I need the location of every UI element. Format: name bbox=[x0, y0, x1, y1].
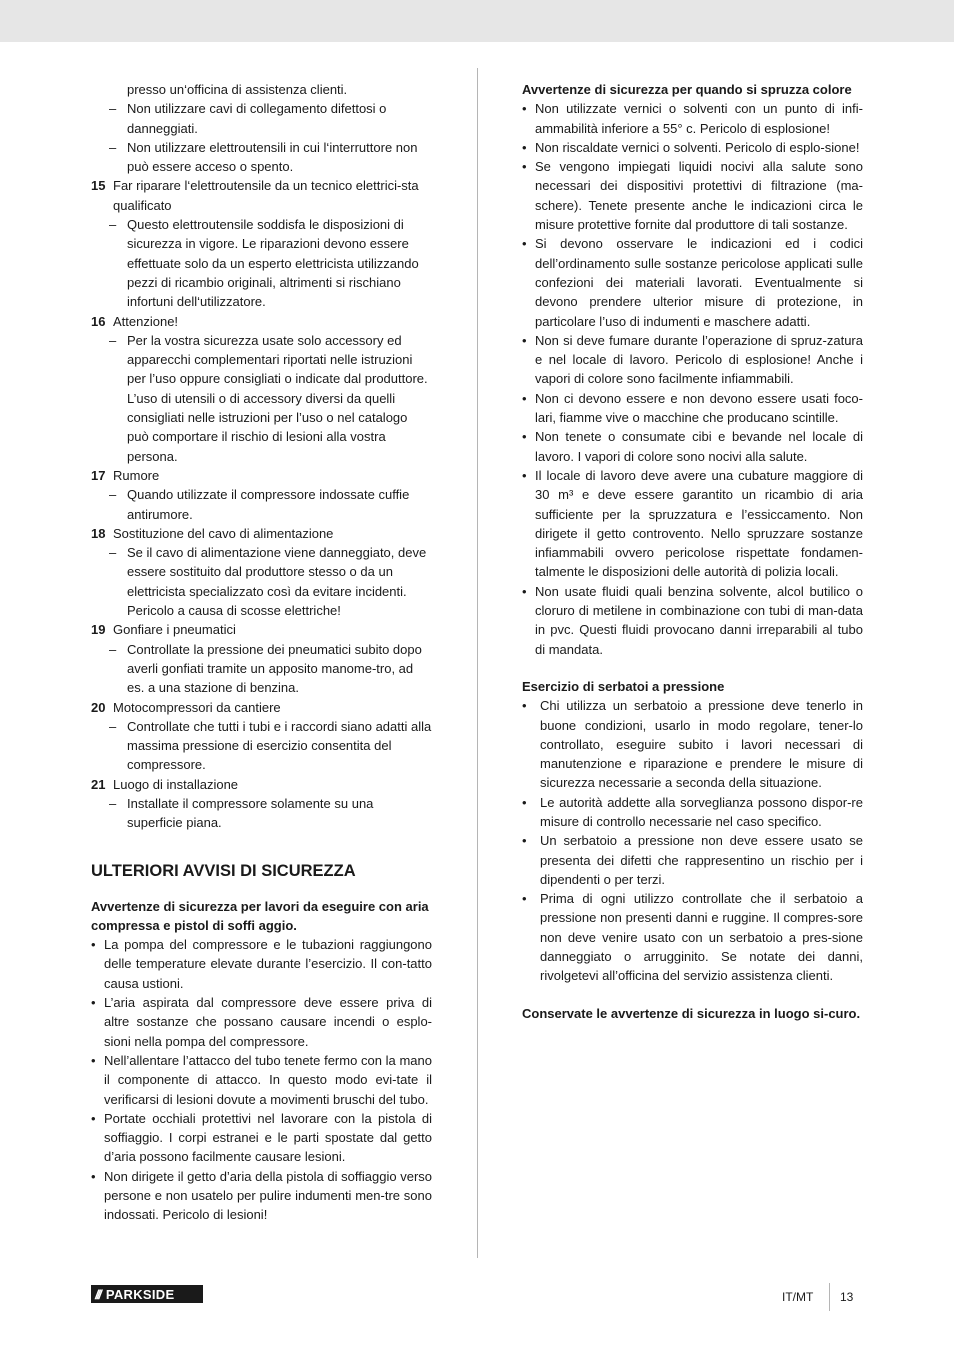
bullet-item: • Se vengono impiegati liquidi nocivi alla salute sono necessari dei dispositivi protettivi di filtrazione (ma-schere). Tenete presente anche le indicazioni circa le misure protettive fornite dal produttore di tali sostanze. bbox=[522, 157, 863, 234]
bullet-item: • Prima di ogni utilizzo controllate che il serbatoio a pressione non presenti danni e ruggine. Il compres-sore non deve venire usato con un serbatoio a pres-sione danneggiato o arrugginito. Se notate dei danni, rivolgetevi all’officina del servizio assistenza clienti. bbox=[522, 889, 863, 985]
left-column bbox=[91, 80, 432, 1225]
header-band bbox=[0, 0, 954, 42]
dash-item: – Questo elettroutensile soddisfa le disposizioni di sicurezza in vigore. Le riparazioni devono essere effettuate solo da un esperto elettricista utilizzando pezzi di ricambio originali, altrimenti si rischiano infortuni dell‘utilizzatore. bbox=[91, 215, 432, 311]
bullet-item: • Non riscaldate vernici o solventi. Pericolo di esplo-sione! bbox=[522, 138, 863, 157]
item-number: 21 bbox=[91, 776, 106, 792]
dash-item: – Controllate la pressione dei pneumatici subito dopo averli gonfiati tramite un apposito manome-tro, ad es. a una stazione di benzina. bbox=[91, 640, 432, 698]
continuation-line: presso un‘officina di assistenza clienti. bbox=[127, 82, 348, 97]
bullet-item: • Non usate fluidi quali benzina solvente, alcol butilico o cloruro di metilene in combinazione con tubi di man-data in pvc. Questi fluidi provocano danni irreparabili al tubo di mandata. bbox=[522, 582, 863, 659]
logo-stripes-icon: /// bbox=[95, 1286, 100, 1302]
bullet-item: • Nell’allentare l’attacco del tubo tenete fermo con la mano il componente di attacco. In questo modo evi-tate il verificarsi di lesioni dovute a movimenti bruschi del tubo. bbox=[91, 1051, 432, 1109]
language-code: IT/MT bbox=[782, 1290, 814, 1304]
bullet-item: • Chi utilizza un serbatoio a pressione deve tenerlo in buone condizioni, usarlo in modo regolare, tener-lo controllato, eseguire subito i lavori necessari di manutenzione e riparazione e prendere le misure di sicurezza necessarie a seconda della situazione. bbox=[522, 696, 863, 792]
sub-heading: Avvertenze di sicurezza per lavori da eseguire con aria compressa e pistol di soffi aggio. bbox=[91, 898, 429, 933]
dash-item: – Non utilizzare cavi di collegamento difettosi o danneggiati. bbox=[91, 99, 432, 138]
item-title: Sostituzione del cavo di alimentazione bbox=[113, 525, 334, 541]
item-title: Far riparare l‘elettroutensile da un tecnico elettrici-sta qualificato bbox=[113, 178, 419, 213]
item-number: 17 bbox=[91, 467, 106, 483]
right-column bbox=[522, 80, 863, 1023]
bullet-item: • Non tenete o consumate cibi e bevande nel locale di lavoro. I vapori di colore sono nocivi alla salute. bbox=[522, 427, 863, 466]
item-title: Attenzione! bbox=[113, 313, 179, 329]
column-divider bbox=[477, 68, 478, 1258]
sub-heading: Esercizio di serbatoi a pressione bbox=[522, 678, 725, 694]
dash-item: – Per la vostra sicurezza usate solo accessory ed apparecchi complementari riportati nelle istruzioni per l’uso oppure consigliati o indicate dal produttore. L’uso di utensili o di accessory diversi da quelli consigliati nelle istruzioni per l’uso o nel catalogo può comportare il rischio di lesioni alla vostra persona. bbox=[91, 331, 432, 466]
bullet-item: • Le autorità addette alla sorveglianza possono dispor-re misure di controllo necessarie nel caso specifico. bbox=[522, 793, 863, 832]
footer-divider bbox=[829, 1283, 830, 1311]
item-title: Luogo di installazione bbox=[113, 776, 239, 792]
parkside-logo bbox=[91, 1285, 203, 1303]
dash-item: – Se il cavo di alimentazione viene danneggiato, deve essere sostituito dal produttore stesso o da un elettricista specializzato così da evitare incidenti. Pericolo a causa di scosse elettriche! bbox=[91, 543, 432, 620]
bullet-item: • Non ci devono essere e non devono essere usati foco-lari, fiamme vive o macchine che producano scintille. bbox=[522, 389, 863, 428]
dash-item: – Non utilizzare elettroutensili in cui l‘interruttore non può essere acceso o spento. bbox=[91, 138, 432, 177]
dash-item: – Controllate che tutti i tubi e i raccordi siano adatti alla massima pressione di esercizio consentita del compressore. bbox=[91, 717, 432, 775]
bullet-item: • La pompa del compressore e le tubazioni raggiungono delle temperature elevate durante l’esercizio. Il con-tatto causa ustioni. bbox=[91, 935, 432, 993]
bullet-item: • Non dirigete il getto d’aria della pistola di soffiaggio verso persone e non usatelo per pulire indumenti men-tre sono indossati. Pericolo di lesioni! bbox=[91, 1167, 432, 1225]
dash-item: – Installate il compressore solamente su una superficie piana. bbox=[91, 794, 432, 833]
item-title: Gonfiare i pneumatici bbox=[113, 622, 236, 638]
item-number: 18 bbox=[91, 525, 106, 541]
section-title: ULTERIORI AVVISI DI SICUREZZA bbox=[91, 861, 356, 880]
numbered-item bbox=[91, 524, 432, 620]
bullet-item: • Un serbatoio a pressione non deve essere usato se presenta dei difetti che rappresentino un rischio per i dipendenti o per terzi. bbox=[522, 831, 863, 889]
dash-item: – Quando utilizzate il compressore indossate cuffie antirumore. bbox=[91, 485, 432, 524]
sub-heading: Avvertenze di sicurezza per quando si spruzza colore bbox=[522, 82, 852, 97]
numbered-item bbox=[91, 466, 432, 524]
numbered-item bbox=[91, 176, 432, 311]
numbered-item bbox=[91, 620, 432, 697]
numbered-item bbox=[91, 775, 432, 833]
bullet-item: • L’aria aspirata dal compressore deve essere priva di altre sostanze che possano causare incendi o esplo-sioni nella pompa del compressore. bbox=[91, 993, 432, 1051]
item-number: 15 bbox=[91, 178, 106, 194]
item-number: 16 bbox=[91, 313, 106, 329]
item-number: 20 bbox=[91, 699, 106, 715]
bullet-item: • Portate occhiali protettivi nel lavorare con la pistola di soffiaggio. I corpi estranei e le parti spostate dal getto d’aria possono facilmente causare lesioni. bbox=[91, 1109, 432, 1167]
bullet-list bbox=[522, 696, 863, 985]
page-number: 13 bbox=[840, 1290, 854, 1304]
bullet-list bbox=[91, 935, 432, 1224]
item-title: Motocompressori da cantiere bbox=[113, 699, 281, 715]
item-number: 19 bbox=[91, 622, 106, 638]
bullet-item: • Non utilizzate vernici o solventi con un punto di infi-ammabilità inferiore a 55° c. Pericolo di esplosione! bbox=[522, 99, 863, 138]
bullet-item: • Il locale di lavoro deve avere una cubature maggiore di 30 m³ e deve essere garantito un ricambio di aria sufficiente per la spruzzatura e l’essiccamento. Non dirigete il getto controvento. Nello spruzzare sostanze infiammabili ovvero pericolose rispettate fondamen-talmente le disposizioni delle autorità di polizia locali. bbox=[522, 466, 863, 582]
bullet-item: • Si devono osservare le indicazioni ed i codici dell’ordinamento sulle sostanze pericolose applicati sulle confezioni dei materiali lavorati. Eventualmente si devono prendere ulterior misure di protezione, in particolare l’uso di indumenti e maschere adatti. bbox=[522, 234, 863, 330]
numbered-item bbox=[91, 312, 432, 466]
logo-text: PARKSIDE bbox=[105, 1286, 175, 1302]
intro-block bbox=[91, 80, 432, 176]
numbered-item bbox=[91, 698, 432, 775]
bullet-item: • Non si deve fumare durante l’operazione di spruz-zatura e nel locale di lavoro. Pericolo di esplosione! Anche i vapori di colore sono facilmente infiammabili. bbox=[522, 331, 863, 389]
bullet-list bbox=[522, 99, 863, 659]
closing-note: Conservate le avvertenze di sicurezza in luogo si-curo. bbox=[522, 1005, 861, 1021]
item-title: Rumore bbox=[113, 467, 160, 483]
